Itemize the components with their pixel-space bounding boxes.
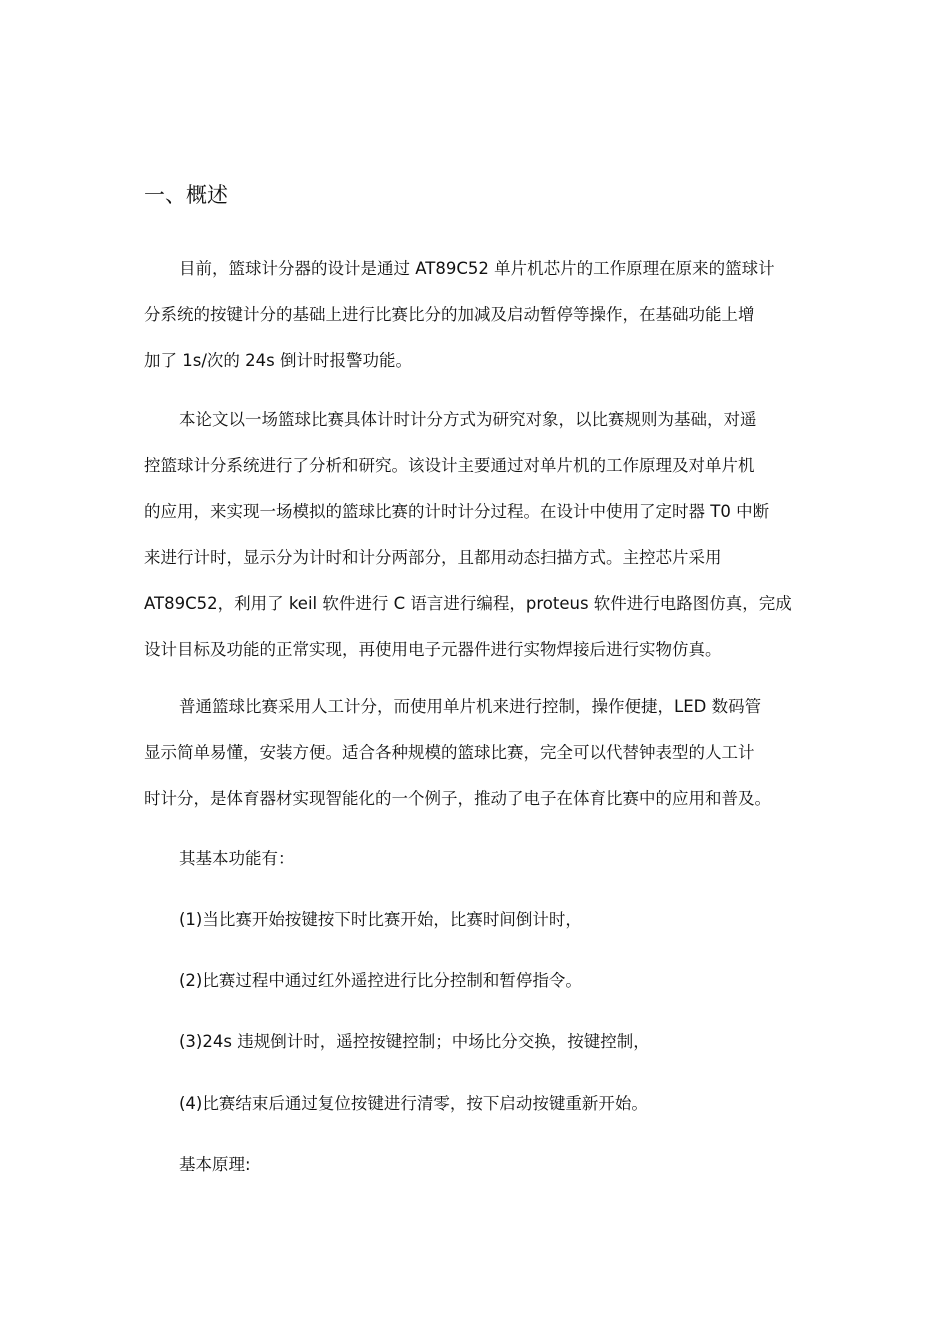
functions-intro: 其基本功能有： xyxy=(179,849,295,868)
function-item: (3)24s 违规倒计时，遥控按键控制；中场比分交换，按键控制， xyxy=(179,1032,650,1051)
principle-label: 基本原理: xyxy=(179,1155,251,1174)
function-item: (1)当比赛开始按键按下时比赛开始，比赛时间倒计时， xyxy=(179,910,582,929)
paragraph-line: 来进行计时，显示分为计时和计分两部分，且都用动态扫描方式。主控芯片采用 xyxy=(144,548,722,567)
paragraph-research xyxy=(144,397,824,673)
paragraph-line: AT89C52，利用了 keil 软件进行 C 语言进行编程，proteus 软件进行电路图仿真，完成 xyxy=(144,594,792,613)
paragraph-line: 普通篮球比赛采用人工计分，而使用单片机来进行控制，操作便捷，LED 数码管 xyxy=(179,697,762,716)
paragraph-line: 时计分，是体育器材实现智能化的一个例子，推动了电子在体育比赛中的应用和普及。 xyxy=(144,789,771,808)
paragraph-line: 分系统的按键计分的基础上进行比赛比分的加减及启动暂停等操作，在基础功能上增 xyxy=(144,305,755,324)
paragraph-line: 显示简单易懂，安装方便。适合各种规模的篮球比赛，完全可以代替钟表型的人工计 xyxy=(144,743,755,762)
paragraph-line: 加了 1s/次的 24s 倒计时报警功能。 xyxy=(144,351,412,370)
paragraph-line: 的应用，来实现一场模拟的篮球比赛的计时计分过程。在设计中使用了定时器 T0 中断 xyxy=(144,502,770,521)
paragraph-line: 控篮球计分系统进行了分析和研究。该设计主要通过对单片机的工作原理及对单片机 xyxy=(144,456,755,475)
function-item: (4)比赛结束后通过复位按键进行清零，按下启动按键重新开始。 xyxy=(179,1094,648,1113)
function-item: (2)比赛过程中通过红外遥控进行比分控制和暂停指令。 xyxy=(179,971,582,990)
paragraph-line: 本论文以一场篮球比赛具体计时计分方式为研究对象，以比赛规则为基础，对遥 xyxy=(179,410,757,429)
paragraph-line: 目前，篮球计分器的设计是通过 AT89C52 单片机芯片的工作原理在原来的篮球计 xyxy=(179,259,775,278)
paragraph-advantages xyxy=(144,684,824,822)
section-heading: 一、概述 xyxy=(144,183,228,207)
paragraph-line: 设计目标及功能的正常实现，再使用电子元器件进行实物焊接后进行实物仿真。 xyxy=(144,640,722,659)
paragraph-overview xyxy=(144,246,824,384)
